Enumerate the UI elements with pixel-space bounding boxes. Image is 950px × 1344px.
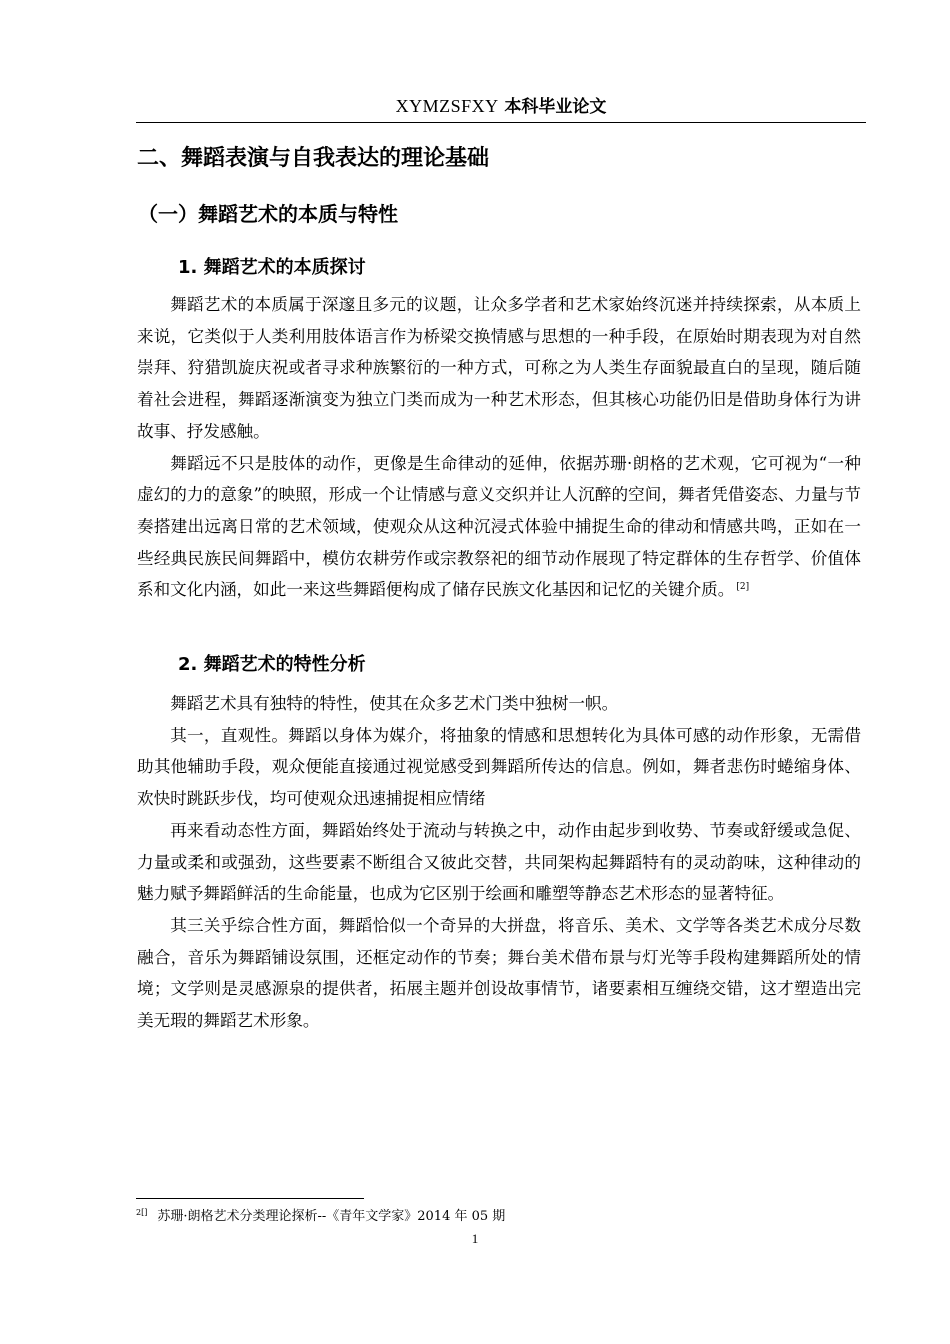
header-divider bbox=[136, 122, 866, 123]
paragraph-text: 舞蹈远不只是肢体的动作，更像是生命律动的延伸，依据苏珊·朗格的艺术观，它可视为“一种虚幻的力的意象”的映照，形成一个让情感与意义交织并让人沉醉的空间，舞者凭借姿态、力量与节奏搭建出远离日常的艺术领域，使观众从这种沉浸式体验中捕捉生命的律动和情感共鸣，正如在一些经典民族民间舞蹈中，模仿农耕劳作或宗教祭祀的细节动作展现了特定群体的生存哲学、价值体系和文化内涵，如此一来这些舞蹈便构成了储存民族文化基因和记忆的关键介质。 bbox=[137, 453, 861, 600]
footnote-text: 苏珊·朗格艺术分类理论探析--《青年文学家》2014 年 05 期 bbox=[157, 1209, 506, 1224]
paragraph-with-citation bbox=[137, 448, 861, 607]
header-code: XYMZSFXY bbox=[395, 96, 499, 116]
subsection-heading-2: 2. 舞蹈艺术的特性分析 bbox=[178, 654, 366, 675]
page-header bbox=[136, 92, 866, 122]
paragraph: 舞蹈艺术的本质属于深邃且多元的议题，让众多学者和艺术家始终沉迷并持续探索，从本质上来说，它类似于人类利用肢体语言作为桥梁交换情感与思想的一种手段，在原始时期表现为对自然崇拜、狩猎凯旋庆祝或者寻求种族繁衍的一种方式，可称之为人类生存面貌最直白的呈现，随后随着社会进程，舞蹈逐渐演变为独立门类而成为一种艺术形态，但其核心功能仍旧是借助身体行为讲故事、抒发感触。 bbox=[137, 295, 861, 441]
citation-mark: [2] bbox=[736, 581, 750, 592]
header-title: 本科毕业论文 bbox=[504, 97, 607, 117]
subsection-heading-1: 1. 舞蹈艺术的本质探讨 bbox=[178, 257, 366, 278]
footnote-divider bbox=[136, 1198, 364, 1199]
chapter-heading: 二、舞蹈表演与自我表达的理论基础 bbox=[137, 146, 490, 171]
subsection-1-body bbox=[137, 289, 861, 606]
page-number: 1 bbox=[471, 1231, 479, 1246]
footnote bbox=[136, 1207, 505, 1227]
paragraph: 舞蹈艺术具有独特的特性，使其在众多艺术门类中独树一帜。 bbox=[170, 694, 619, 713]
footnote-mark: 2[] bbox=[136, 1207, 148, 1217]
subsection-2-body bbox=[137, 688, 861, 1037]
section-heading: （一）舞蹈艺术的本质与特性 bbox=[138, 202, 398, 226]
paragraph: 其三关乎综合性方面，舞蹈恰似一个奇异的大拼盘，将音乐、美术、文学等各类艺术成分尽数融合，音乐为舞蹈铺设氛围，还框定动作的节奏；舞台美术借布景与灯光等手段构建舞蹈所处的情境；文学则是灵感源泉的提供者，拓展主题并创设故事情节，诸要素相互缠绕交错，这才塑造出完美无瑕的舞蹈艺术形象。 bbox=[137, 915, 861, 1031]
paragraph: 再来看动态性方面，舞蹈始终处于流动与转换之中，动作由起步到收势、节奏或舒缓或急促、力量或柔和或强劲，这些要素不断组合又彼此交替，共同架构起舞蹈特有的灵动韵味，这种律动的魅力赋予舞蹈鲜活的生命能量，也成为它区别于绘画和雕塑等静态艺术形态的显著特征。 bbox=[137, 820, 861, 904]
paragraph: 其一，直观性。舞蹈以身体为媒介，将抽象的情感和思想转化为具体可感的动作形象，无需借助其他辅助手段，观众便能直接通过视觉感受到舞蹈所传达的信息。例如，舞者悲伤时蜷缩身体、欢快时跳跃步伐，均可使观众迅速捕捉相应情绪 bbox=[137, 725, 861, 809]
